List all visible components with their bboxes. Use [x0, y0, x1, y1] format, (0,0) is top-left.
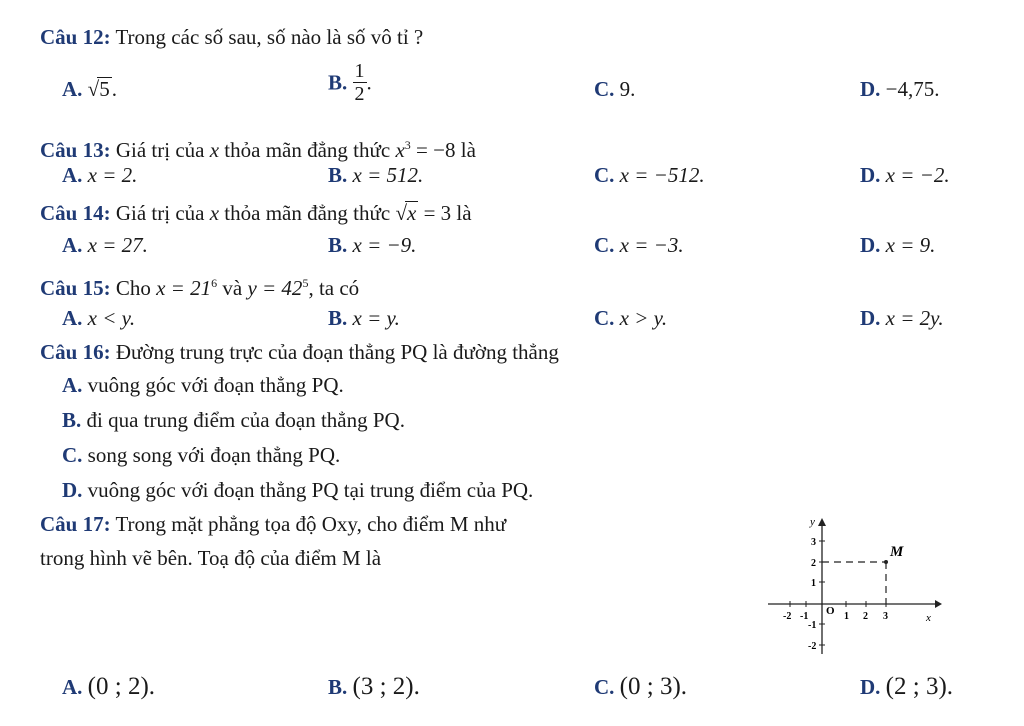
q12-option-c[interactable]: [594, 76, 635, 102]
q14-text-mid: thỏa mãn đẳng thức: [224, 201, 391, 225]
q12-option-b[interactable]: [328, 60, 372, 105]
q17-stem-line1: [40, 511, 506, 537]
y-tick-label: 2: [811, 558, 816, 569]
x-axis-arrow: [935, 600, 942, 608]
fraction: [353, 60, 367, 105]
q15-option-c[interactable]: [594, 305, 667, 331]
option-value: x = 2y.: [885, 306, 944, 330]
option-value: đi qua trung điểm của đoạn thẳng PQ.: [86, 408, 405, 432]
option-label: A.: [62, 306, 83, 330]
q14-radicand: x: [407, 201, 417, 225]
option-label: D.: [860, 233, 881, 257]
fraction-denominator: 2: [354, 83, 365, 105]
option-value: x > y.: [619, 306, 668, 330]
x-tick-label: 2: [863, 611, 868, 622]
option-value: song song với đoạn thẳng PQ.: [87, 443, 341, 467]
option-label: D.: [860, 306, 881, 330]
q12-stem: [40, 24, 423, 50]
q16-label: Câu 16:: [40, 340, 111, 364]
option-label: B.: [328, 675, 348, 699]
point-m-label: M: [890, 544, 904, 560]
y-tick-label: 1: [811, 578, 816, 589]
q13-var: x: [209, 138, 220, 162]
option-label: C.: [62, 443, 83, 467]
q14-option-a[interactable]: [62, 232, 148, 258]
q17-text-line2: trong hình vẽ bên. Toạ độ của điểm M là: [40, 546, 382, 570]
q14-stem: Câu 14: Giá trị của x thỏa mãn đẳng thức √x = 3 là: [40, 201, 472, 225]
q14-label: Câu 14:: [40, 201, 111, 225]
option-label: A.: [62, 675, 83, 699]
option-value: −4,75.: [885, 77, 940, 101]
q17-option-c[interactable]: [594, 674, 687, 700]
q16-option-a[interactable]: [62, 372, 344, 398]
q15-option-d[interactable]: [860, 305, 944, 331]
y-tick-label: -2: [808, 641, 817, 652]
y-tick-label: -1: [808, 620, 817, 631]
q17-stem-line2: [40, 545, 381, 571]
x-axis-label: x: [926, 612, 931, 624]
option-value: (0 ; 3).: [619, 673, 688, 700]
q15-y-exp: 5: [302, 276, 309, 290]
option-label: A.: [62, 373, 83, 397]
y-axis-label: y: [810, 516, 815, 528]
q15-label: Câu 15:: [40, 276, 111, 300]
option-label: D.: [860, 77, 881, 101]
q12-label: Câu 12:: [40, 25, 111, 49]
option-label: C.: [594, 675, 615, 699]
option-label: B.: [328, 163, 348, 187]
option-suffix: .: [366, 70, 372, 95]
option-value: (2 ; 3).: [885, 673, 954, 700]
option-label: B.: [328, 233, 348, 257]
q15-stem: [40, 270, 359, 301]
option-label: D.: [860, 675, 881, 699]
q17-option-b[interactable]: [328, 674, 420, 700]
q13-option-c[interactable]: [594, 162, 705, 188]
option-value: 9.: [619, 77, 636, 101]
option-label: C.: [594, 77, 615, 101]
q14-option-d[interactable]: [860, 232, 935, 258]
q13-text-before: Giá trị của: [115, 138, 205, 162]
q17-text-line1: Trong mặt phẳng tọa độ Oxy, cho điểm M như: [115, 512, 507, 536]
option-label: A.: [62, 77, 83, 101]
q16-stem: [40, 339, 559, 365]
q14-option-c[interactable]: [594, 232, 684, 258]
option-label: D.: [860, 163, 881, 187]
fraction-numerator: 1: [354, 60, 365, 82]
q15-and: và: [222, 276, 243, 300]
q16-option-d[interactable]: [62, 477, 533, 503]
option-label: B.: [328, 306, 348, 330]
q14-option-b[interactable]: [328, 232, 416, 258]
q15-option-b[interactable]: [328, 305, 400, 331]
q15-x-eq: x = 21: [156, 276, 212, 300]
q14-text-before: Giá trị của: [115, 201, 205, 225]
option-value: vuông góc với đoạn thẳng PQ.: [87, 373, 344, 397]
q13-option-b[interactable]: [328, 162, 423, 188]
option-label: C.: [594, 233, 615, 257]
option-value: (0 ; 2).: [87, 673, 156, 700]
option-value: vuông góc với đoạn thẳng PQ tại trung điểm của PQ.: [87, 478, 534, 502]
x-tick-label: -2: [783, 611, 792, 622]
q16-option-b[interactable]: [62, 407, 405, 433]
option-label: A.: [62, 163, 83, 187]
q13-eq-rest: = −8: [416, 138, 456, 162]
q15-option-a[interactable]: [62, 305, 135, 331]
x-tick-label: -1: [800, 611, 809, 622]
option-value: x = 9.: [885, 233, 936, 257]
option-value: x = 2.: [87, 163, 138, 187]
option-suffix: .: [111, 77, 117, 101]
q13-label: Câu 13:: [40, 138, 111, 162]
q17-label: Câu 17:: [40, 512, 111, 536]
q15-text-after: , ta có: [308, 276, 360, 300]
q12-option-a[interactable]: A. √5.: [62, 77, 117, 101]
q14-eq-rest: = 3: [423, 201, 452, 225]
sqrt-radicand: 5: [99, 77, 110, 101]
q15-x-exp: 6: [211, 276, 218, 290]
q15-y-eq: y = 42: [247, 276, 303, 300]
q13-eq-base: x: [395, 138, 405, 162]
q13-option-a[interactable]: [62, 162, 137, 188]
q16-text: Đường trung trực của đoạn thẳng PQ là đường thẳng: [115, 340, 559, 364]
q14-text-after: là: [456, 201, 472, 225]
option-value: x = 27.: [87, 233, 148, 257]
q12-option-d[interactable]: [860, 76, 940, 102]
option-value: x = y.: [352, 306, 400, 330]
q15-text-before: Cho: [115, 276, 151, 300]
q12-text: Trong các số sau, số nào là số vô tỉ ?: [115, 25, 424, 49]
option-label: B.: [62, 408, 82, 432]
q13-option-d[interactable]: [860, 162, 950, 188]
q13-eq-exp: 3: [404, 138, 411, 152]
option-label: B.: [328, 70, 348, 95]
q17-option-d[interactable]: [860, 674, 953, 700]
option-label: C.: [594, 163, 615, 187]
option-value: x < y.: [87, 306, 136, 330]
option-value: x = −3.: [619, 233, 684, 257]
q13-stem: [40, 132, 476, 163]
x-tick-label: 1: [844, 611, 849, 622]
point-m-dot: [884, 560, 888, 564]
origin-label: O: [826, 605, 835, 617]
y-tick-label: 3: [811, 537, 816, 548]
coordinate-figure: [760, 514, 960, 664]
q17-option-a[interactable]: [62, 674, 155, 700]
option-value: x = −2.: [885, 163, 950, 187]
option-value: (3 ; 2).: [352, 673, 420, 700]
option-value: x = −512.: [619, 163, 705, 187]
option-value: x = −9.: [352, 233, 417, 257]
y-axis-arrow: [818, 518, 826, 526]
option-label: C.: [594, 306, 615, 330]
q16-option-c[interactable]: [62, 442, 340, 468]
x-tick-label: 3: [883, 611, 888, 622]
q13-text-mid: thỏa mãn đẳng thức: [224, 138, 391, 162]
q13-text-after: là: [460, 138, 476, 162]
option-label: D.: [62, 478, 83, 502]
option-label: A.: [62, 233, 83, 257]
option-value: x = 512.: [352, 163, 424, 187]
q14-var: x: [209, 201, 220, 225]
